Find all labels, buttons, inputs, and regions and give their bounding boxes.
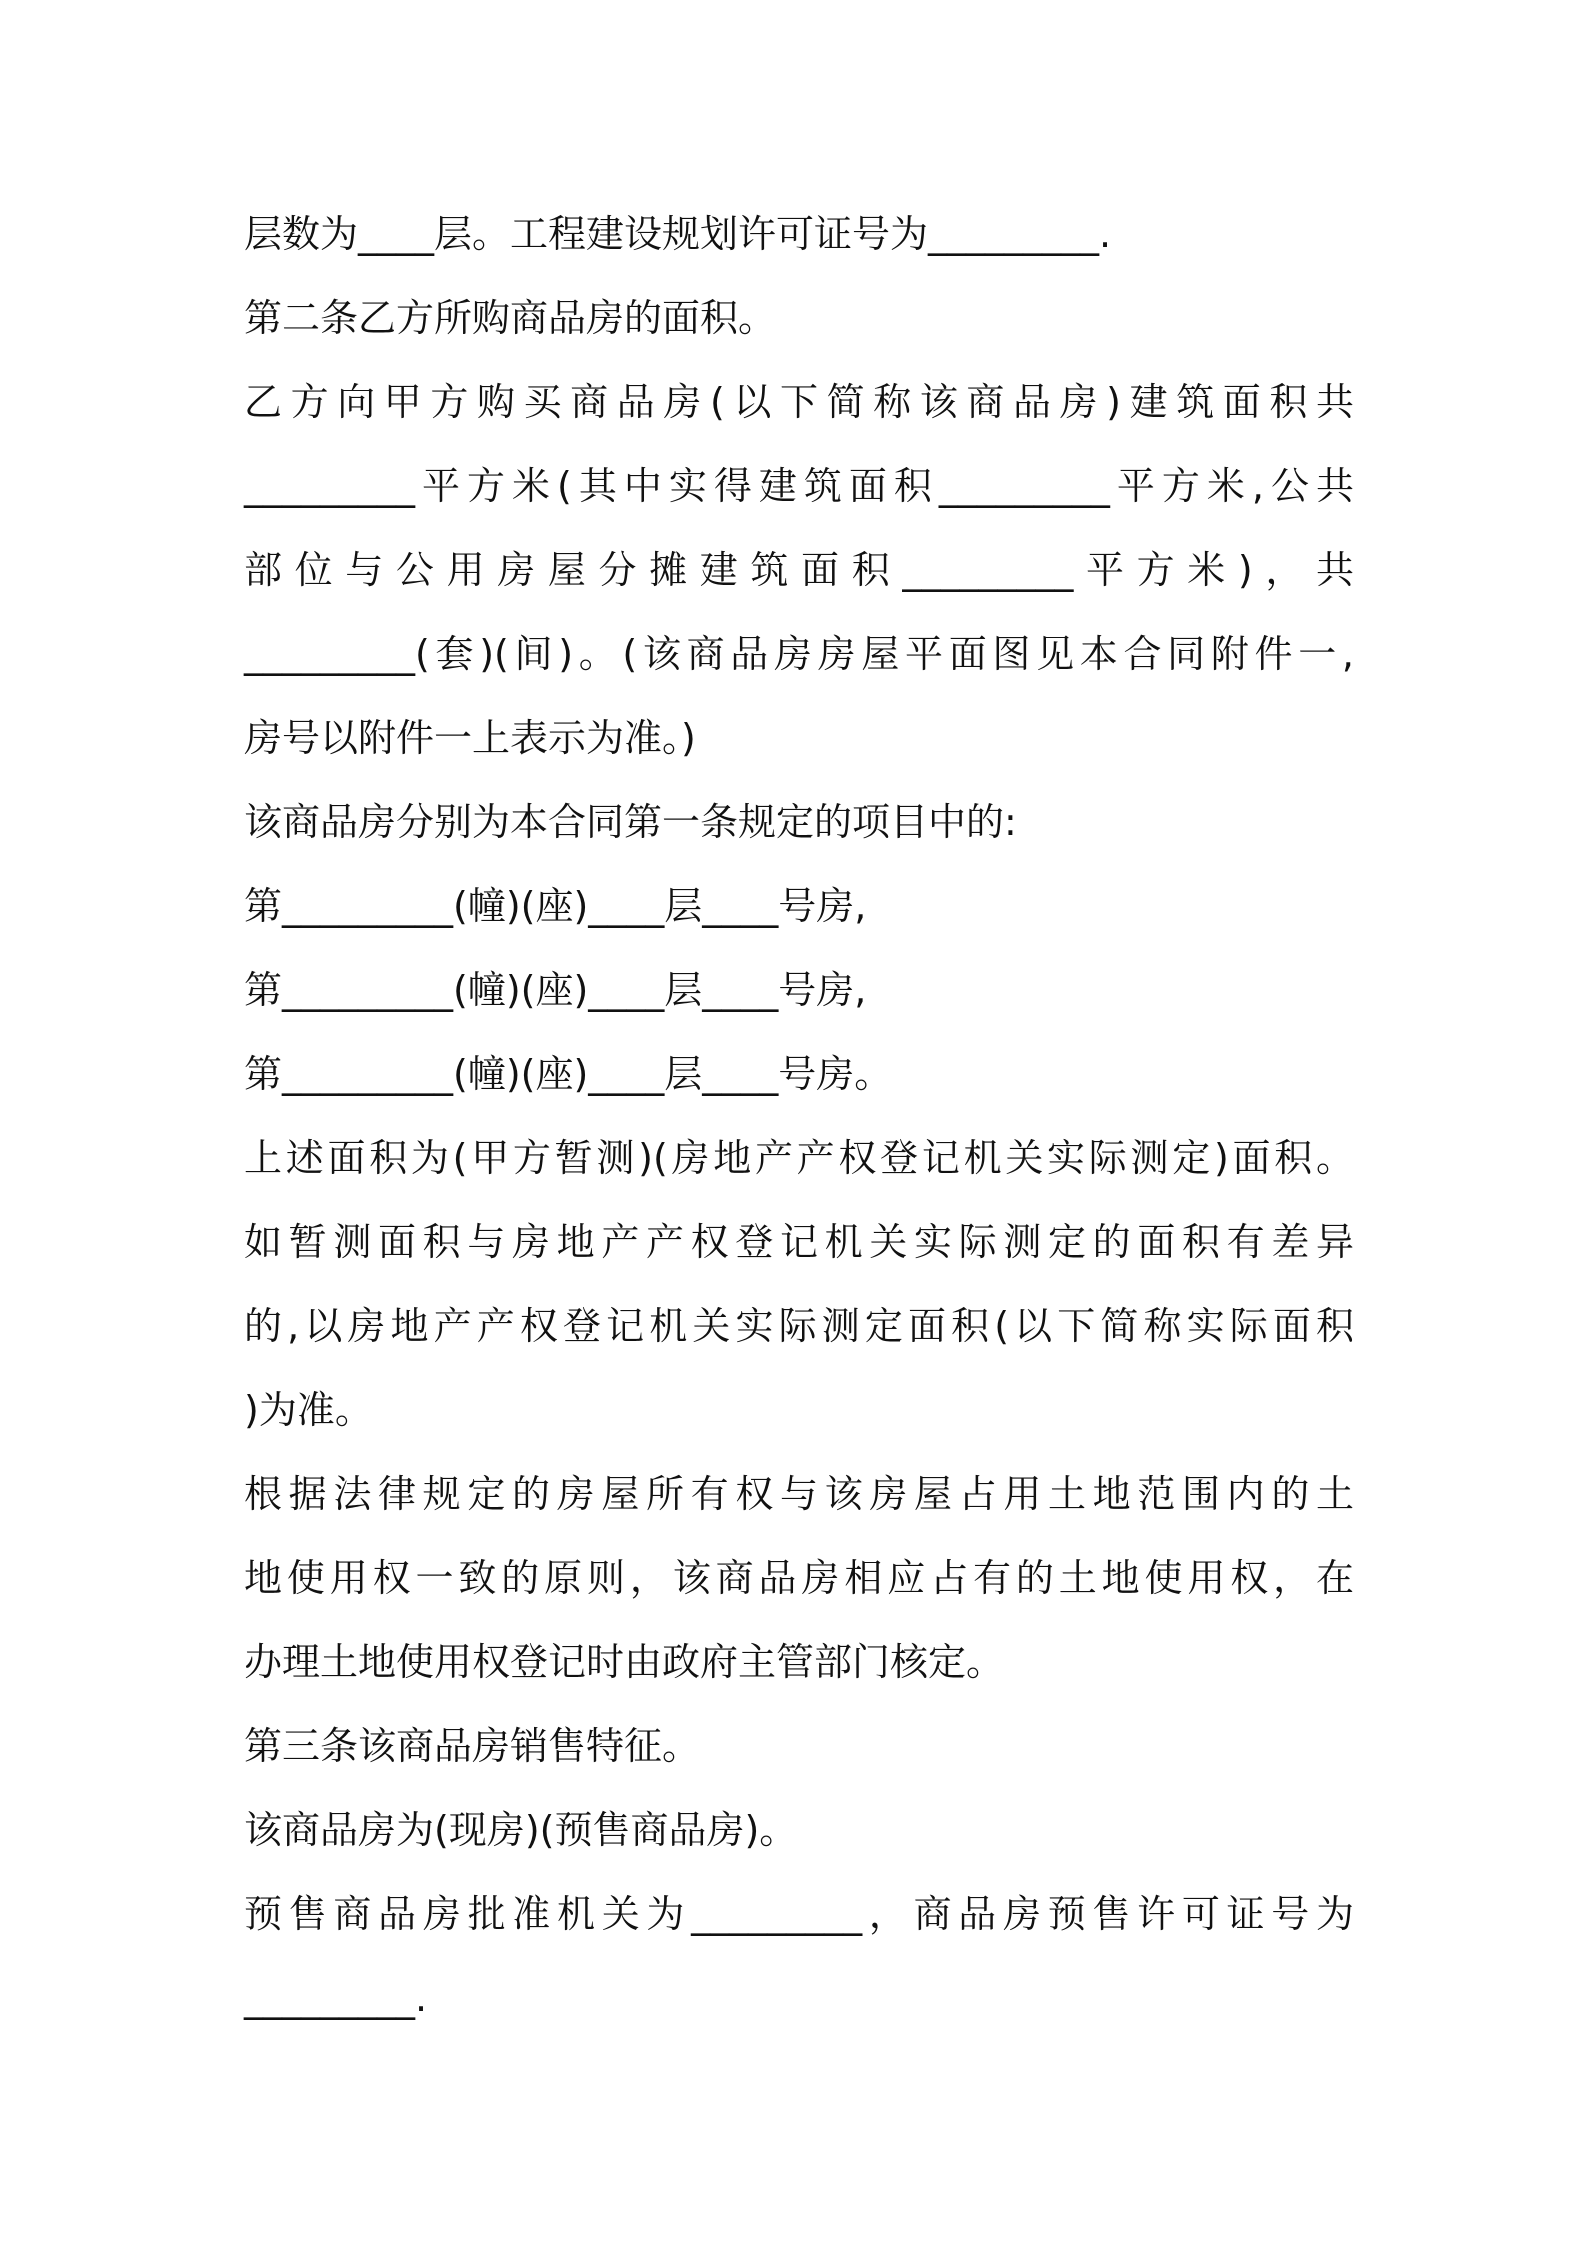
text-line-area-intro: 乙方向甲方购买商品房(以下简称该商品房)建筑面积共 [244,380,1354,424]
text-line-land-right: 地使用权一致的原则，该商品房相应占有的土地使用权，在 [244,1556,1354,1600]
text-line-sale-type: 该商品房为(现房)(预售商品房)。 [244,1808,798,1852]
text-line-area-measurement: 上述面积为(甲方暂测)(房地产产权登记机关实际测定)面积。 [244,1136,1354,1180]
text-line-actual-area: 的,以房地产产权登记机关实际测定面积(以下简称实际面积 [244,1304,1354,1348]
text-line-area-difference: 如暂测面积与房地产产权登记机关实际测定的面积有差异 [244,1220,1354,1264]
text-line-presale-authority: 预售商品房批准机关为_________，商品房预售许可证号为 [244,1892,1354,1936]
text-line-unit-2: 第_________(幢)(座)____层____号房, [244,968,867,1012]
text-line-area-sqm: _________平方米(其中实得建筑面积_________平方米,公共 [244,464,1354,508]
contract-text [244,192,1354,2040]
text-line-unit-3: 第_________(幢)(座)____层____号房。 [244,1052,893,1096]
text-line-unit-1: 第_________(幢)(座)____层____号房, [244,884,867,928]
text-line-shared-area: 部位与公用房屋分摊建筑面积_________平方米)，共 [244,548,1354,592]
clause-2-heading: 第二条乙方所购商品房的面积。 [244,296,777,340]
clause-3-heading: 第三条该商品房销售特征。 [244,1724,701,1768]
text-line-presale-permit-number: _________. [244,1976,428,2020]
text-line-prevail: )为准。 [244,1388,373,1432]
text-line-items-intro: 该商品房分别为本合同第一条规定的项目中的: [244,800,1017,844]
text-line-room-number-note: 房号以附件一上表示为准。) [244,716,696,760]
text-line-floors-permit: 层数为____层。工程建设规划许可证号为_________. [244,212,1112,256]
text-line-land-registration: 办理土地使用权登记时由政府主管部门核定。 [244,1640,1005,1684]
text-line-land-principle: 根据法律规定的房屋所有权与该房屋占用土地范围内的土 [244,1472,1354,1516]
text-line-units: _________(套)(间)。(该商品房房屋平面图见本合同附件一, [244,632,1354,676]
